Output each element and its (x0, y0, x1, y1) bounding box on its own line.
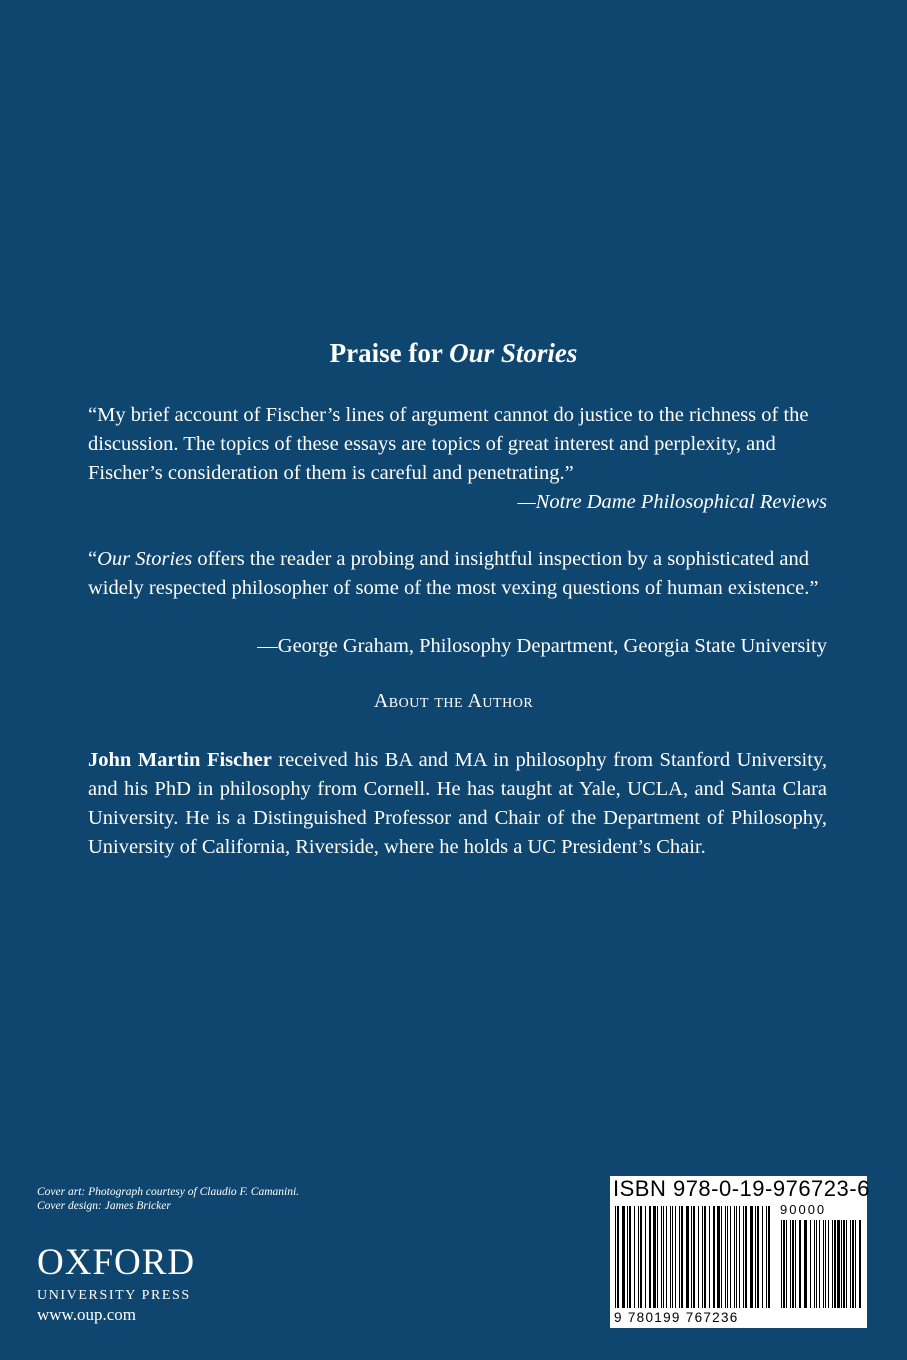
barcode-addon-bar (804, 1220, 807, 1308)
isbn-barcode (610, 1176, 870, 1328)
praise-heading: Praise for Our Stories (329, 338, 578, 368)
barcode-addon-bar (783, 1220, 785, 1308)
barcode-bar (743, 1206, 744, 1308)
barcode-addon-bar (781, 1220, 782, 1308)
barcode-addon-bar (852, 1220, 854, 1308)
barcode-addon-bar (850, 1220, 851, 1308)
barcode-addon-bar (855, 1220, 856, 1308)
barcode-addon-bar (819, 1220, 820, 1308)
barcode-addon-bar (792, 1220, 794, 1308)
barcode-bar (725, 1206, 726, 1308)
barcode-bar (649, 1206, 651, 1308)
barcode-addon-bar (832, 1220, 833, 1308)
barcode-addon-bar (795, 1220, 796, 1308)
barcode-bar (721, 1206, 722, 1308)
barcode-bars (613, 1206, 864, 1310)
barcode-addon-bar (828, 1220, 829, 1308)
barcode-bar (629, 1206, 631, 1308)
barcode-bar (666, 1206, 667, 1308)
barcode-addon-bar (843, 1220, 845, 1308)
barcode-addon-bar (841, 1220, 842, 1308)
barcode-addon-bar (859, 1220, 861, 1308)
publisher-website: www.oup.com (37, 1305, 136, 1324)
barcode-bar (615, 1206, 616, 1308)
barcode-addon-bar (799, 1220, 801, 1308)
review-attribution-2: —George Graham, Philosophy Department, Georgia State University (257, 635, 827, 657)
barcode-addon-bar (786, 1220, 787, 1308)
about-author-heading: About the Author (373, 690, 534, 712)
barcode-addon-bar (790, 1220, 791, 1308)
barcode-bar (645, 1206, 646, 1308)
barcode-bar (702, 1206, 703, 1308)
barcode-bar (686, 1206, 689, 1308)
cover-credits (37, 1185, 299, 1213)
barcode-bar (727, 1206, 728, 1308)
review-quote-2: “Our Stories offers the reader a probing and insightful inspection by a sophisticated and widely respected philosopher of some of the most vexing questions of human existence.” (88, 548, 819, 599)
barcode-bar (757, 1206, 759, 1308)
barcode-bar (672, 1206, 673, 1308)
barcode-bar (670, 1206, 671, 1308)
barcode-bar (704, 1206, 706, 1308)
barcode-addon-bar (846, 1220, 847, 1308)
barcode-bar (768, 1206, 770, 1308)
barcode-addon-number: 90000 (780, 1202, 827, 1217)
barcode-addon-bar (823, 1220, 824, 1308)
barcode-addon-bar (837, 1220, 840, 1308)
barcode-bar (622, 1206, 625, 1308)
barcode-bar (675, 1206, 676, 1308)
author-name: John Martin Fischer (88, 749, 272, 771)
barcode-bar (617, 1206, 619, 1308)
barcode-bar (713, 1206, 715, 1308)
isbn-label: ISBN 978-0-19-976723-6 (613, 1176, 870, 1201)
barcode-bar (698, 1206, 699, 1308)
barcode-bar (766, 1206, 767, 1308)
barcode-bar (755, 1206, 756, 1308)
barcode-bar (750, 1206, 753, 1308)
book-title: Our Stories (449, 338, 578, 368)
publisher-subtitle: UNIVERSITY PRESS (37, 1288, 191, 1303)
barcode-number: 9 780199 767236 (614, 1310, 739, 1325)
barcode-bar (634, 1206, 635, 1308)
barcode-addon-bar (834, 1220, 836, 1308)
barcode-bar (679, 1206, 680, 1308)
barcode-bar (734, 1206, 735, 1308)
barcode-bar (717, 1206, 720, 1308)
barcode-bar (627, 1206, 628, 1308)
barcode-bar (693, 1206, 695, 1308)
barcode-bar (691, 1206, 692, 1308)
barcode-bar (663, 1206, 664, 1308)
author-bio: John Martin Fischer received his BA and MA in philosophy from Stanford University, and his PhD in philosophy from Cornell. He has taught at Yale, UCLA, and Santa Clara University. He is a Distinguished Professor and Chair of the Department of Philosophy, University of California, Riverside, where he holds a UC President’s Chair. (88, 749, 827, 858)
publisher-logo: OXFORD (37, 1242, 196, 1283)
barcode-bar (709, 1206, 710, 1308)
cover-design-credit: Cover design: James Bricker (37, 1200, 171, 1212)
barcode-addon-bar (825, 1220, 826, 1308)
barcode-bar (730, 1206, 731, 1308)
barcode-bar (762, 1206, 763, 1308)
barcode-bar (745, 1206, 747, 1308)
barcode-bar (657, 1206, 658, 1308)
barcode-addon-bar (810, 1220, 811, 1308)
book-title-inline: Our Stories (97, 548, 193, 570)
cover-art-credit: Cover art: Photograph courtesy of Claudio F. Camanini. (37, 1186, 300, 1198)
barcode-bar (640, 1206, 642, 1308)
barcode-addon-bar (814, 1220, 815, 1308)
review-attribution-1: —Notre Dame Philosophical Reviews (517, 491, 827, 513)
barcode-bar (638, 1206, 639, 1308)
barcode-bar (653, 1206, 656, 1308)
barcode-bar (681, 1206, 683, 1308)
review-quote-1: “My brief account of Fischer’s lines of argument cannot do justice to the richness of the discussion. The topics of these essays are topics of great interest and perplexity, and Fischer’s consideration of them is careful and penetrating.” (88, 404, 809, 484)
barcode-addon-bar (816, 1220, 817, 1308)
barcode-bar (739, 1206, 740, 1308)
barcode-bar (661, 1206, 662, 1308)
barcode-bar (736, 1206, 737, 1308)
